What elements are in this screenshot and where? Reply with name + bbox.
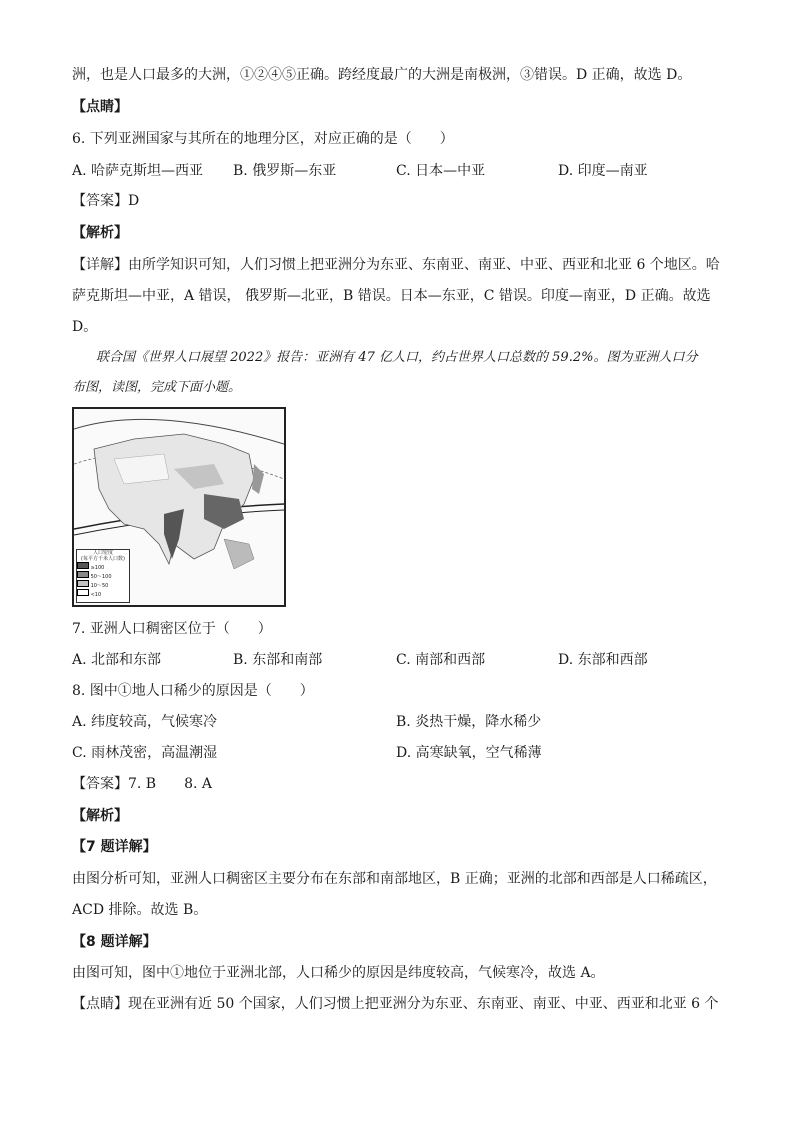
- legend-unit: (每平方千米人口数): [81, 556, 125, 562]
- legend-item-4: <10: [77, 589, 129, 598]
- q7-option-a: A. 北部和东部: [72, 652, 162, 668]
- dianjing-2: 【点睛】现在亚洲有近 50 个国家，人们习惯上把亚洲分为东亚、东南亚、南亚、中亚、西亚和北亚 6 个: [72, 996, 719, 1012]
- q8-option-b: B. 炎热干燥，降水稀少: [396, 714, 542, 730]
- question-6: 6. 下列亚洲国家与其所在的地理分区，对应正确的是（ ）: [72, 131, 454, 147]
- asia-population-map: [72, 407, 286, 607]
- answer-6: 【答案】D: [72, 193, 140, 209]
- question-7: 7. 亚洲人口稠密区位于（ ）: [72, 621, 272, 637]
- material-line-1: 联合国《世界人口展望 2022》报告：亚洲有 47 亿人口，约占世界人口总数的 59.2%。图为亚洲人口分: [96, 350, 698, 365]
- q7-option-d: D. 东部和西部: [558, 652, 648, 668]
- detail-7-line-2: ACD 排除。故选 B。: [72, 902, 208, 918]
- detail-7-line-1: 由图分析可知，亚洲人口稠密区主要分布在东部和南部地区，B 正确；亚洲的北部和西部是人口稀疏区，: [72, 871, 717, 887]
- detail-8-line-1: 由图可知，图中①地位于亚洲北部，人口稀少的原因是纬度较高，气候寒冷，故选 A。: [72, 965, 605, 981]
- detail-7-title: 【7 题详解】: [72, 839, 157, 855]
- q6-option-c: C. 日本—中亚: [396, 163, 486, 179]
- question-8: 8. 图中①地人口稀少的原因是（ ）: [72, 683, 314, 699]
- detail-8-title: 【8 题详解】: [72, 934, 157, 950]
- analysis-7-8: 【解析】: [72, 808, 128, 824]
- analysis-6: 【解析】: [72, 225, 128, 241]
- legend-item-1: ≥100: [77, 562, 129, 571]
- q7-option-b: B. 东部和南部: [233, 652, 323, 668]
- legend-item-3: 10～50: [77, 580, 129, 589]
- q6-option-d: D. 印度—南亚: [558, 163, 648, 179]
- detail-6-line-2: 萨克斯坦—中亚，A 错误， 俄罗斯—北亚，B 错误。日本—东亚，C 错误。印度—南亚，D 正确。故选: [72, 288, 711, 304]
- q8-option-d: D. 高寒缺氧，空气稀薄: [396, 745, 542, 761]
- dianjing-tag-1: 【点睛】: [72, 99, 128, 115]
- material-line-2: 布图，读图，完成下面小题。: [72, 380, 242, 395]
- q7-option-c: C. 南部和西部: [396, 652, 486, 668]
- continuation-line: 洲，也是人口最多的大洲，①②④⑤正确。跨经度最广的大洲是南极洲，③错误。D 正确，故选 D。: [72, 67, 692, 83]
- legend-title: 人口密度: [92, 550, 113, 556]
- legend-item-2: 50～100: [77, 571, 129, 580]
- q8-option-c: C. 雨林茂密，高温潮湿: [72, 745, 218, 761]
- map-legend: [76, 549, 130, 603]
- detail-6-line-3: D。: [72, 319, 98, 335]
- detail-6-line-1: 【详解】由所学知识可知，人们习惯上把亚洲分为东亚、东南亚、南亚、中亚、西亚和北亚 6 个地区。哈: [72, 257, 720, 273]
- q6-option-a: A. 哈萨克斯坦—西亚: [72, 163, 204, 179]
- answer-7-8: 【答案】7. B 8. A: [72, 776, 213, 792]
- q8-option-a: A. 纬度较高，气候寒冷: [72, 714, 218, 730]
- q6-option-b: B. 俄罗斯—东亚: [233, 163, 337, 179]
